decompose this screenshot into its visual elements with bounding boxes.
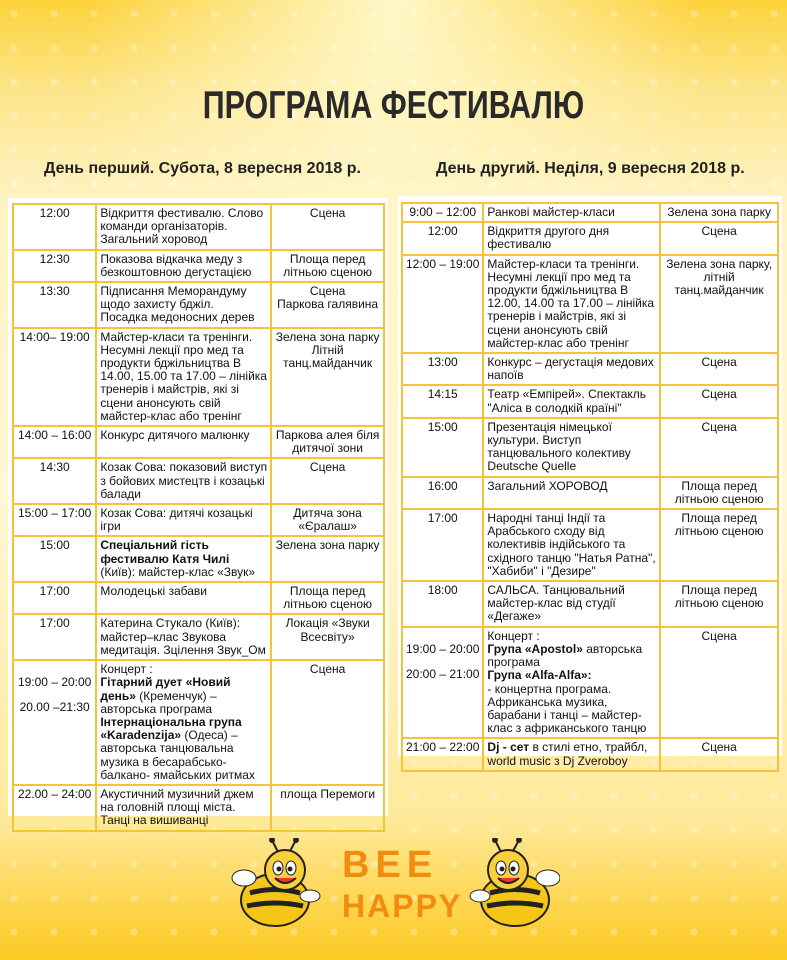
schedule-location: Сцена Паркова галявина — [271, 282, 384, 328]
bee-happy-logo — [230, 838, 560, 938]
schedule-event: Підписання Меморандуму щодо захисту бджіл. Посадка медоносних дерев — [96, 282, 271, 328]
schedule-location: Сцена — [660, 222, 778, 254]
page-title: ПРОГРАМА ФЕСТИВАЛЮ — [202, 84, 585, 127]
schedule-time: 15:00 — [402, 418, 483, 477]
schedule-location: Сцена — [271, 458, 384, 504]
schedule-location: площа Перемоги — [271, 785, 384, 831]
schedule-location: Площа перед літньою сценою — [660, 509, 778, 581]
schedule-location: Сцена — [660, 738, 778, 770]
schedule-row — [402, 385, 778, 417]
schedule-event: Козак Сова: дитячі козацькі ігри — [96, 504, 271, 536]
schedule-location: Площа перед літньою сценою — [660, 581, 778, 627]
schedule-time: 17:00 — [13, 582, 96, 614]
schedule-row — [402, 581, 778, 627]
schedule-row — [402, 738, 778, 770]
schedule-time: 15:00 – 17:00 — [13, 504, 96, 536]
day1-schedule-table — [12, 203, 385, 832]
schedule-event: Концерт : Група «Apostol» авторська програма Група «Alfa-Alfa»: - концертна програма. Африканська музика, барабани і танці – майстер-клас з африканського танцю — [483, 627, 660, 739]
schedule-location: Площа перед літньою сценою — [660, 477, 778, 509]
schedule-time: 14:15 — [402, 385, 483, 417]
schedule-row — [402, 418, 778, 477]
schedule-location: Площа перед літньою сценою — [271, 250, 384, 282]
schedule-location: Зелена зона парку Літній танц.майданчик — [271, 328, 384, 426]
schedule-event: Спеціальний гість фестивалю Катя Чилі (Київ): майстер-клас «Звук» — [96, 536, 271, 582]
schedule-time: 19:00 – 20:00 20:00 – 21:00 — [402, 627, 483, 739]
schedule-event: Відкриття другого дня фестивалю — [483, 222, 660, 254]
schedule-time: 9:00 – 12:00 — [402, 203, 483, 222]
schedule-row — [13, 426, 384, 458]
schedule-row — [13, 536, 384, 582]
schedule-row — [13, 660, 384, 785]
schedule-time: 16:00 — [402, 477, 483, 509]
schedule-location: Зелена зона парку, літній танц.майданчик — [660, 255, 778, 353]
schedule-time: 12:00 – 19:00 — [402, 255, 483, 353]
schedule-event: Народні танці Індії та Арабського сходу від колективів індійського та східного танцю "Натья Ратна", "Хабиби" і "Дезире" — [483, 509, 660, 581]
schedule-row — [402, 255, 778, 353]
schedule-time: 19:00 – 20:00 20.00 –21:30 — [13, 660, 96, 785]
schedule-time: 15:00 — [13, 536, 96, 582]
schedule-time: 18:00 — [402, 581, 483, 627]
schedule-time: 12:30 — [13, 250, 96, 282]
schedule-event: Акустичний музичний джем на головній площі міста. Танці на вишиванці — [96, 785, 271, 831]
schedule-event: Майстер-класи та тренінги. Несумні лекції про мед та продукти бджільництва В 14.00, 15.00 та 17.00 – лінійка тренерів і майстрів, які зі сцени анонсують свій майстер-клас або тренінг — [96, 328, 271, 426]
schedule-event: САЛЬСА. Танцювальний майстер-клас від студії «Дегаже» — [483, 581, 660, 627]
schedule-time: 13:30 — [13, 282, 96, 328]
schedule-location: Сцена — [271, 660, 384, 785]
schedule-event: Загальний ХОРОВОД — [483, 477, 660, 509]
schedule-event: Молодецькі забави — [96, 582, 271, 614]
schedule-row — [13, 614, 384, 660]
schedule-event: Dj - сет в стилі етно, трайбл, world music з Dj Zveroboy — [483, 738, 660, 770]
schedule-event: Козак Сова: показовий виступ з бойових мистецтв і козацькі балади — [96, 458, 271, 504]
schedule-row — [13, 250, 384, 282]
schedule-location: Паркова алея біля дитячої зони — [271, 426, 384, 458]
schedule-row — [13, 204, 384, 250]
schedule-row — [13, 785, 384, 831]
schedule-event: Конкурс – дегустація медових напоїв — [483, 353, 660, 385]
schedule-event: Концерт : Гітарний дует «Новий день» (Кременчук) – авторська програма Інтернаціональна група «Karadenzija» (Одеса) – авторська танцювальна музика в бесарабсько-балкано- ямайських ритмах — [96, 660, 271, 785]
schedule-event: Катерина Стукало (Київ): майстер–клас Звукова медитація. Зцілення Звук_Ом — [96, 614, 271, 660]
schedule-row — [13, 282, 384, 328]
schedule-row — [402, 203, 778, 222]
day2-heading: День другий. Неділя, 9 вересня 2018 р. — [436, 160, 745, 177]
schedule-location: Зелена зона парку — [660, 203, 778, 222]
schedule-time: 14:00 – 16:00 — [13, 426, 96, 458]
logo-happy-text: HAPPY — [342, 888, 463, 924]
schedule-location: Площа перед літньою сценою — [271, 582, 384, 614]
schedule-event: Показова відкачка меду з безкоштовною дегустацією — [96, 250, 271, 282]
schedule-time: 17:00 — [13, 614, 96, 660]
schedule-row — [13, 458, 384, 504]
schedule-location: Сцена — [660, 418, 778, 477]
schedule-time: 17:00 — [402, 509, 483, 581]
schedule-location: Локація «Звуки Всесвіту» — [271, 614, 384, 660]
schedule-event: Ранкові майстер-класи — [483, 203, 660, 222]
schedule-location: Сцена — [271, 204, 384, 250]
schedule-row — [402, 509, 778, 581]
schedule-row — [402, 627, 778, 739]
day2-schedule-table — [401, 202, 779, 772]
schedule-event: Майстер-класи та тренінги. Несумні лекції про мед та продукти бджільництва В 12.00, 14.00 та 17.00 – лінійка тренерів і майстрів, які зі сцени анонсують свій майстер-клас або тренінг — [483, 255, 660, 353]
schedule-event: Відкриття фестивалю. Слово команди організаторів. Загальний хоровод — [96, 204, 271, 250]
schedule-location: Дитяча зона «Єралаш» — [271, 504, 384, 536]
schedule-time: 14:30 — [13, 458, 96, 504]
logo-bee-text: BEE — [342, 844, 439, 886]
schedule-location: Сцена — [660, 385, 778, 417]
schedule-location: Сцена — [660, 627, 778, 739]
schedule-event: Презентація німецької культури. Виступ танцювального колективу Deutsche Quelle — [483, 418, 660, 477]
schedule-row — [402, 222, 778, 254]
schedule-row — [402, 477, 778, 509]
schedule-row — [13, 582, 384, 614]
schedule-time: 13:00 — [402, 353, 483, 385]
schedule-time: 14:00– 19:00 — [13, 328, 96, 426]
schedule-event: Конкурс дитячого малюнку — [96, 426, 271, 458]
schedule-time: 12:00 — [402, 222, 483, 254]
schedule-time: 21:00 – 22:00 — [402, 738, 483, 770]
schedule-row — [13, 328, 384, 426]
schedule-event: Театр «Емпірей». Спектакль "Аліса в солодкій країні" — [483, 385, 660, 417]
bee-mascot-left-icon — [232, 838, 320, 926]
schedule-time: 22.00 – 24:00 — [13, 785, 96, 831]
schedule-location: Сцена — [660, 353, 778, 385]
schedule-row — [13, 504, 384, 536]
schedule-time: 12:00 — [13, 204, 96, 250]
schedule-location: Зелена зона парку — [271, 536, 384, 582]
bee-mascot-right-icon — [470, 838, 560, 926]
day1-heading: День перший. Субота, 8 вересня 2018 р. — [44, 160, 361, 177]
schedule-row — [402, 353, 778, 385]
